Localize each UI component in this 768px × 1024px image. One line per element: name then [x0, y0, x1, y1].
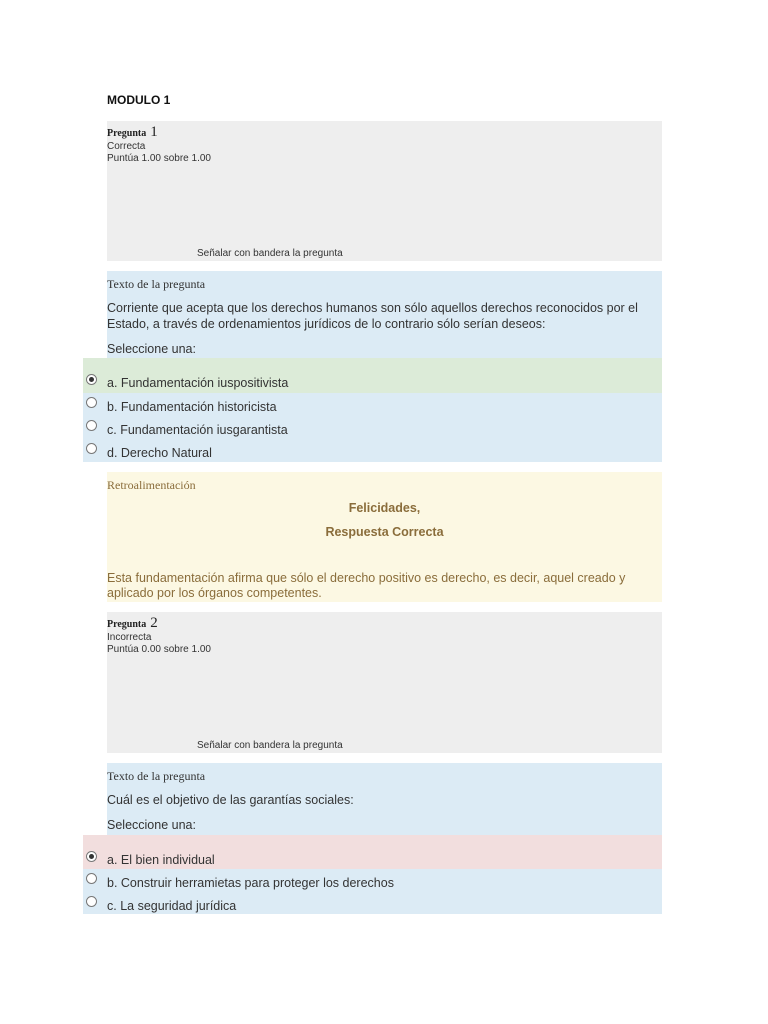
- question-text-label: Texto de la pregunta: [107, 769, 206, 783]
- question-state: Correcta: [107, 141, 146, 152]
- answer-option-label[interactable]: a. El bien individual: [107, 853, 215, 867]
- select-prompt: Seleccione una:: [107, 342, 196, 356]
- radio-selected-icon[interactable]: [86, 851, 97, 862]
- question-number: 2: [150, 615, 158, 631]
- radio-icon[interactable]: [86, 873, 97, 884]
- question-1-feedback: [107, 472, 662, 602]
- radio-icon[interactable]: [86, 443, 97, 454]
- answer-option-label[interactable]: c. La seguridad jurídica: [107, 899, 237, 913]
- feedback-text: Esta fundamentación afirma que sólo el derecho positivo es derecho, es decir, aquel creado y aplicado por los órganos competentes.: [107, 571, 626, 600]
- question-number: 1: [150, 124, 158, 140]
- answer-option-label[interactable]: d. Derecho Natural: [107, 446, 212, 460]
- radio-icon[interactable]: [86, 420, 97, 431]
- answer-option-c[interactable]: [83, 416, 662, 439]
- radio-icon[interactable]: [86, 896, 97, 907]
- radio-selected-icon[interactable]: [86, 374, 97, 385]
- question-state: Incorrecta: [107, 632, 152, 643]
- answer-option-a[interactable]: [83, 835, 662, 869]
- flag-question-link[interactable]: Señalar con bandera la pregunta: [197, 740, 343, 751]
- answer-option-b[interactable]: [83, 869, 662, 892]
- answer-option-label[interactable]: b. Construir herramietas para proteger los derechos: [107, 876, 394, 890]
- question-1-heading: [107, 123, 158, 141]
- answer-option-label[interactable]: b. Fundamentación historicista: [107, 400, 277, 414]
- select-prompt: Seleccione una:: [107, 818, 196, 832]
- answer-option-d[interactable]: [83, 439, 662, 462]
- feedback-result: Respuesta Correcta: [325, 525, 444, 539]
- answer-option-a[interactable]: [83, 358, 662, 393]
- question-2-heading: [107, 614, 158, 632]
- question-text-label: Texto de la pregunta: [107, 277, 206, 291]
- question-2-info: [107, 612, 662, 753]
- flag-question-link[interactable]: Señalar con bandera la pregunta: [197, 248, 343, 259]
- question-grade: Puntúa 0.00 sobre 1.00: [107, 644, 211, 655]
- radio-icon[interactable]: [86, 397, 97, 408]
- question-label: Pregunta: [107, 619, 147, 630]
- question-2-text-box: [107, 763, 662, 835]
- feedback-label: Retroalimentación: [107, 478, 196, 492]
- answer-option-label[interactable]: c. Fundamentación iusgarantista: [107, 423, 288, 437]
- question-label: Pregunta: [107, 128, 147, 139]
- question-text: Cuál es el objetivo de las garantías sociales:: [107, 793, 354, 807]
- module-title: MODULO 1: [107, 93, 171, 107]
- question-1-text-box: [107, 271, 662, 358]
- question-1-info: [107, 121, 662, 261]
- question-grade: Puntúa 1.00 sobre 1.00: [107, 153, 211, 164]
- feedback-heading: Felicidades,: [348, 501, 421, 515]
- answer-option-c[interactable]: [83, 892, 662, 914]
- question-text: Corriente que acepta que los derechos humanos son sólo aquellos derechos reconocidos por el Estado, a través de ordenamientos jurídicos de lo contrario sólo serían deseos:: [107, 301, 638, 331]
- answer-option-label[interactable]: a. Fundamentación iuspositivista: [107, 376, 289, 390]
- answer-option-b[interactable]: [83, 393, 662, 416]
